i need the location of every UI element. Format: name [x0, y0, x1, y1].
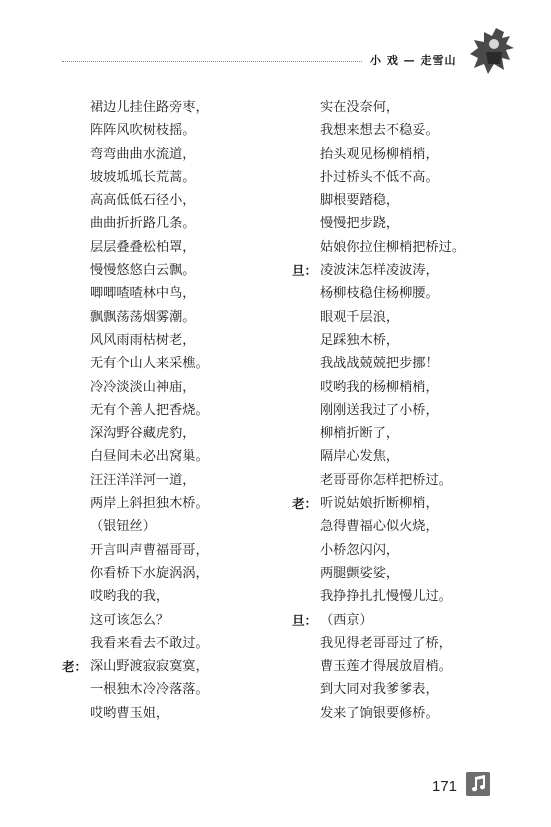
verse-text: 深山野渡寂寂寞寞， — [90, 659, 209, 675]
verse-text: 我挣挣扎扎慢慢儿过。 — [320, 589, 452, 605]
verse-line — [292, 702, 512, 725]
verse-text: 两腿颤娑娑， — [320, 565, 400, 581]
verse-text: 老哥哥你怎样把桥过。 — [320, 472, 452, 488]
verse-line — [62, 632, 282, 655]
verse-text: 冷冷淡淡山神庙， — [90, 379, 196, 395]
verse-line — [62, 189, 282, 212]
verse-line — [62, 562, 282, 585]
verse-text: 汪汪洋洋河一道， — [90, 472, 196, 488]
verse-text: 柳梢折断了， — [320, 426, 400, 442]
verse-line — [62, 96, 282, 119]
verse-line — [62, 585, 282, 608]
verse-text: 飘飘荡荡烟雾潮。 — [90, 309, 196, 325]
verse-line — [62, 492, 282, 515]
verse-line — [62, 212, 282, 235]
verse-line — [292, 143, 512, 166]
verse-line — [292, 539, 512, 562]
verse-text: 杨柳枝稳住杨柳腰。 — [320, 286, 439, 302]
verse-text: 刚刚送我过了小桥， — [320, 402, 439, 418]
speaker-label: 旦： — [292, 263, 318, 279]
verse-line — [292, 282, 512, 305]
verse-line — [62, 609, 282, 632]
verse-line — [292, 96, 512, 119]
verse-line — [62, 352, 282, 375]
verse-line — [62, 469, 282, 492]
verse-text: 高高低低石径小， — [90, 193, 196, 209]
speaker-label: 旦： — [292, 612, 318, 628]
speaker-label: 老： — [292, 496, 318, 512]
verse-line — [62, 445, 282, 468]
verse-line — [62, 376, 282, 399]
verse-text: 一根独木冷冷落落。 — [90, 682, 209, 698]
verse-line — [292, 562, 512, 585]
verse-text: 足踩独木桥， — [320, 332, 400, 348]
verse-line — [62, 259, 282, 282]
verse-text: 开言叫声曹福哥哥， — [90, 542, 209, 558]
verse-text: 隔岸心发焦， — [320, 449, 400, 465]
verse-text: 发来了饷银要修桥。 — [320, 705, 439, 721]
verse-line — [62, 678, 282, 701]
verse-text: 眼观千层浪， — [320, 309, 400, 325]
page-number: 171 — [432, 778, 458, 795]
left-column — [62, 96, 282, 725]
verse-text: 我看来看去不敢过。 — [90, 635, 209, 651]
opera-figure-icon — [466, 24, 522, 76]
verse-line — [292, 655, 512, 678]
verse-line — [292, 259, 512, 282]
verse-text: 听说姑娘折断柳梢， — [320, 496, 439, 512]
verse-text: 姑娘你拉住柳梢把桥过。 — [320, 239, 466, 255]
verse-line — [292, 515, 512, 538]
verse-line — [292, 352, 512, 375]
verse-line — [292, 422, 512, 445]
verse-text: 你看桥下水旋涡涡， — [90, 565, 209, 581]
verse-text: 曹玉莲才得展放眉梢。 — [320, 659, 452, 675]
verse-text: 唧唧喳喳林中鸟， — [90, 286, 196, 302]
speaker-label: 老： — [62, 659, 88, 675]
verse-text: 实在没奈何， — [320, 100, 400, 115]
verse-line — [292, 632, 512, 655]
verse-line — [62, 329, 282, 352]
verse-text: 这可该怎么？ — [90, 612, 170, 628]
verse-line — [62, 702, 282, 725]
verse-text: 抬头观见杨柳梢梢， — [320, 146, 439, 162]
verse-text: 哎哟我的杨柳梢梢， — [320, 379, 439, 395]
verse-text: 慢慢把步跷， — [320, 216, 400, 232]
verse-text: 裙边儿挂住路旁枣， — [90, 100, 209, 115]
verse-line — [292, 376, 512, 399]
verse-text: 哎哟我的我， — [90, 589, 170, 605]
verse-line — [62, 539, 282, 562]
verse-line — [292, 445, 512, 468]
verse-text: （西京） — [320, 612, 373, 628]
verse-text: 到大同对我爹爹表， — [320, 682, 439, 698]
verse-text: 白昼间未必出窝巢。 — [90, 449, 209, 465]
verse-line — [292, 236, 512, 259]
verse-line — [292, 166, 512, 189]
verse-line — [62, 399, 282, 422]
verse-text: 凌波沫怎样凌波涛， — [320, 263, 439, 279]
verse-line — [62, 166, 282, 189]
verse-text: 无有个善人把香烧。 — [90, 402, 209, 418]
verse-text: 层层叠叠松柏罩， — [90, 239, 196, 255]
verse-text: 我见得老哥哥过了桥， — [320, 635, 452, 651]
verse-line — [62, 282, 282, 305]
verse-text: 阵阵风吹树枝摇。 — [90, 123, 196, 139]
verse-text: 风风雨雨枯树老， — [90, 332, 196, 348]
verse-line — [62, 655, 282, 678]
verse-line — [292, 119, 512, 142]
verse-line — [292, 492, 512, 515]
verse-line — [292, 306, 512, 329]
verse-text: 脚根要踏稳， — [320, 193, 400, 209]
verse-line — [292, 329, 512, 352]
verse-line — [292, 678, 512, 701]
verse-line — [292, 469, 512, 492]
verse-text: 慢慢悠悠白云飘。 — [90, 263, 196, 279]
header-rule — [62, 61, 362, 62]
right-column — [292, 96, 512, 725]
verse-line — [62, 236, 282, 259]
verse-text: 急得曹福心似火烧， — [320, 519, 439, 535]
verse-text: 无有个山人来采樵。 — [90, 356, 209, 372]
verse-line — [292, 609, 512, 632]
verse-text: 弯弯曲曲水流道， — [90, 146, 196, 162]
verse-text: 两岸上斜担独木桥。 — [90, 496, 209, 512]
verse-text: 哎哟曹玉姐， — [90, 705, 170, 721]
verse-line — [62, 119, 282, 142]
running-header-title: 小 戏 — 走雪山 — [370, 54, 457, 67]
verse-text: 扑过桥头不低不高。 — [320, 169, 439, 185]
verse-text: 小桥忽闪闪， — [320, 542, 400, 558]
verse-line — [292, 212, 512, 235]
verse-line — [292, 585, 512, 608]
verse-line — [292, 189, 512, 212]
verse-line — [292, 399, 512, 422]
verse-text: 深沟野谷藏虎豹， — [90, 426, 196, 442]
verse-text: 坡坡坬坬长荒蒿。 — [90, 169, 196, 185]
verse-line — [62, 422, 282, 445]
verse-text: 曲曲折折路几条。 — [90, 216, 196, 232]
verse-line — [62, 306, 282, 329]
verse-line — [62, 515, 282, 538]
music-note-icon — [466, 772, 490, 796]
verse-text: 我战战兢兢把步挪！ — [320, 356, 439, 372]
verse-line — [62, 143, 282, 166]
verse-text: （银钮丝） — [90, 519, 156, 535]
verse-text: 我想来想去不稳妥。 — [320, 123, 439, 139]
